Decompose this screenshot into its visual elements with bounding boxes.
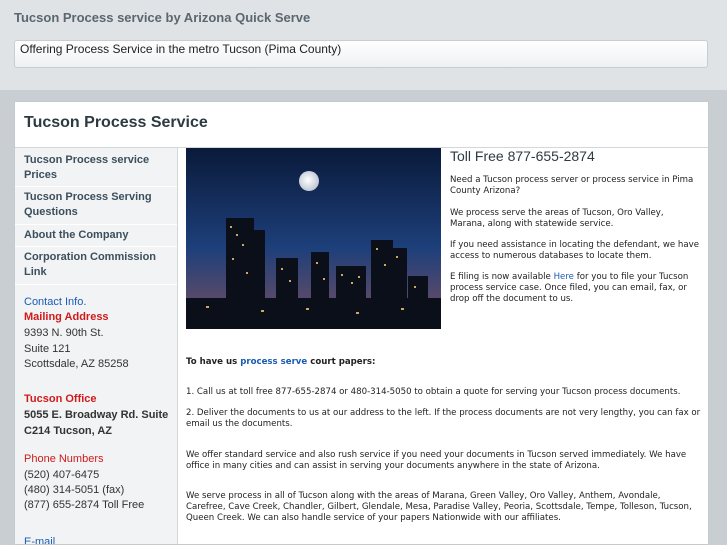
efiling-here-link[interactable]: Here: [553, 272, 574, 282]
service-paragraph: We offer standard service and also rush service if you need your documents in Tucson served immediately. We have office in many cities and can assist in serving your documents anywhere in the state of Arizona.: [186, 450, 687, 471]
efiling-text-pre: E filing is now available: [450, 272, 554, 282]
tagline-text: Offering Process Service in the metro Tucson (Pima County): [20, 42, 342, 56]
site-title: Tucson Process service by Arizona Quick Serve: [14, 10, 311, 25]
mailing-line1: 9393 N. 90th St.: [24, 327, 104, 339]
tucson-office-line1: 5055 E. Broadway Rd. Suite: [24, 409, 169, 421]
to-have-pre: To have us: [186, 357, 241, 367]
step-2: 2. Deliver the documents to us at our address to the left. If the process documents are not very lengthy, you can fax or email us the documents.: [186, 408, 701, 429]
tucson-skyline-photo: [186, 148, 441, 329]
sidebar-item-about[interactable]: About the Company: [15, 225, 177, 247]
to-have-post: court papers:: [307, 357, 376, 367]
main-panel: [14, 101, 709, 545]
efiling-text-post: for you to file your Tucson process service case. Once filed, you can email, fax, or drop off the document to us.: [450, 272, 689, 304]
intro-paragraph-1: Need a Tucson process server or process service in Pima County Arizona?: [450, 175, 694, 196]
page-title: Tucson Process Service: [24, 114, 208, 131]
phone-fax: (480) 314-5051 (fax): [24, 484, 125, 496]
to-have-us-heading: [186, 357, 375, 368]
mailing-line3: Scottsdale, AZ 85258: [24, 358, 129, 370]
step-1: 1. Call us at toll free 877-655-2874 or 480-314-5050 to obtain a quote for serving your Tucson process documents.: [186, 387, 681, 397]
tucson-office-line2: C214 Tucson, AZ: [24, 425, 113, 437]
toll-free-heading: Toll Free 877-655-2874: [450, 148, 595, 164]
intro-paragraph-3: If you need assistance in locating the defendant, we have access to numerous databases to locate them.: [450, 240, 699, 261]
phone-numbers-label: Phone Numbers: [24, 453, 104, 465]
sidebar-item-corporation-commission[interactable]: Corporation Commission Link: [15, 247, 177, 285]
contact-heading: Contact Info.: [24, 296, 87, 308]
process-serve-link[interactable]: process serve: [240, 357, 308, 367]
efiling-paragraph: [450, 272, 700, 305]
phone-main: (520) 407-6475: [24, 469, 100, 481]
email-label: E-mail: [24, 536, 56, 545]
mailing-address-label: Mailing Address: [24, 311, 109, 323]
mailing-line2: Suite 121: [24, 343, 71, 355]
intro-paragraph-2: We process serve the areas of Tucson, Oro Valley, Marana, along with statewide service.: [450, 208, 664, 229]
phone-toll-free: (877) 655-2874 Toll Free: [24, 499, 145, 511]
sidebar-item-prices[interactable]: Tucson Process service Prices: [15, 150, 177, 187]
tucson-office-label: Tucson Office: [24, 393, 97, 405]
sidebar: [15, 148, 178, 545]
sidebar-item-questions[interactable]: Tucson Process Serving Questions: [15, 187, 177, 225]
areas-paragraph: We serve process in all of Tucson along with the areas of Marana, Green Valley, Oro Valley, Anthem, Avondale, Carefree, Cave Creek, Chandler, Gilbert, Glendale, Mesa, Paradise Valley, Peoria, Scottsdale, Tempe, Tolleson, Tucson, Queen Creek. We can also handle service of your papers Nationwide with our affiliates.: [186, 491, 692, 523]
tagline-banner: [14, 40, 708, 68]
